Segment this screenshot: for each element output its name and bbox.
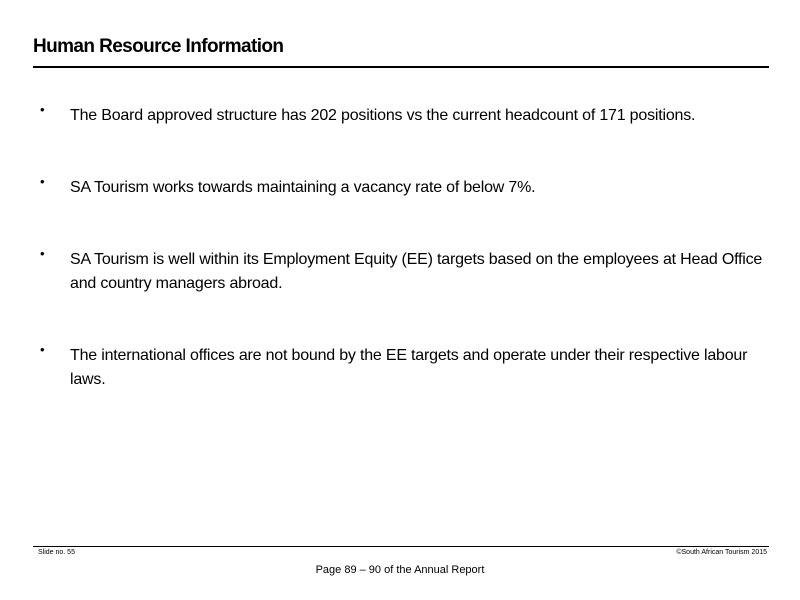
footer-divider (33, 546, 769, 547)
page-reference: Page 89 – 90 of the Annual Report (315, 564, 485, 576)
bullet-icon: • (40, 342, 45, 357)
slide-title: Human Resource Information (33, 36, 284, 57)
bullet-icon: • (40, 246, 45, 261)
bullet-item (40, 344, 765, 392)
bullet-icon: • (40, 174, 45, 189)
bullet-text: SA Tourism works towards maintaining a vacancy rate of below 7%. (70, 179, 536, 196)
bullet-text: The Board approved structure has 202 positions vs the current headcount of 171 positions. (70, 107, 696, 124)
bullet-text: The international offices are not bound by the EE targets and operate under their respective labour laws. (70, 347, 748, 388)
bullet-icon: • (40, 102, 45, 117)
bullet-text: SA Tourism is well within its Employment Equity (EE) targets based on the employees at Head Office and country managers abroad. (70, 251, 763, 292)
bullet-item (40, 248, 765, 296)
bullet-list (40, 104, 765, 392)
bullet-item (40, 176, 765, 200)
slide-number: Slide no. 55 (38, 549, 75, 556)
copyright-notice: ©South African Tourism 2015 (676, 549, 767, 556)
bullet-item (40, 104, 765, 128)
title-divider (33, 66, 769, 68)
